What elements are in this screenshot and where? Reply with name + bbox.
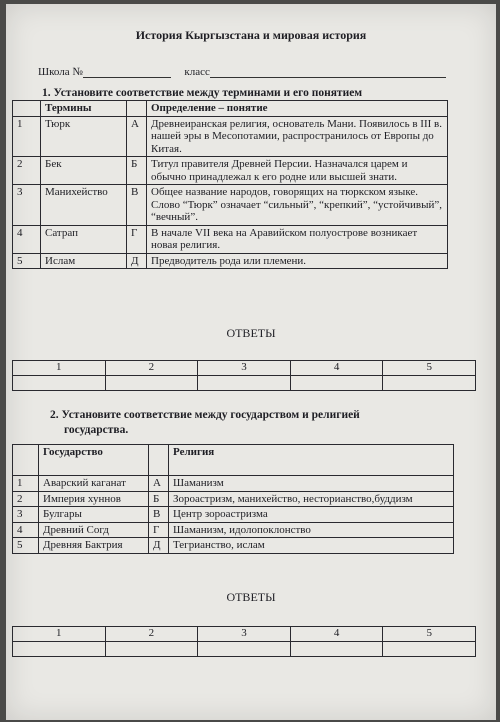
task1-heading: 1. Установите соответствие между терминами и его понятием — [42, 87, 363, 99]
answer-number-row — [13, 361, 476, 376]
religion-cell: Шаманизм — [169, 476, 454, 492]
definition-cell: В начале VII века на Аравийском полуострове возникает новая религия. — [147, 225, 448, 253]
task1-answers-label: ОТВЕТЫ — [226, 326, 276, 340]
letter-cell: Б — [149, 491, 169, 507]
answer-num: 4 — [290, 361, 383, 376]
task2-heading-line2: государства. — [64, 424, 129, 436]
class-blank — [210, 66, 446, 78]
term-cell: Сатрап — [41, 225, 127, 253]
answer-number-row — [13, 627, 476, 642]
definition-cell: Предводитель рода или племени. — [147, 253, 448, 269]
letter-cell: Б — [127, 157, 147, 185]
answer-num: 4 — [290, 627, 383, 642]
table-row — [13, 157, 448, 185]
task1-header-letter — [127, 101, 147, 117]
task2-heading — [50, 408, 360, 438]
row-num: 4 — [13, 522, 39, 538]
letter-cell: В — [127, 185, 147, 226]
definition-cell: Древнеиранская религия, основатель Мани. Появилось в III в. нашей эры в Месопотамии, распространилось от Европы до Китая. — [147, 116, 448, 157]
religion-cell: Шаманизм, идолопоклонство — [169, 522, 454, 538]
school-label: Школа № — [38, 66, 83, 78]
answer-blank[interactable] — [105, 642, 198, 657]
answer-blank[interactable] — [13, 376, 106, 391]
answer-num: 5 — [383, 361, 476, 376]
letter-cell: Г — [149, 522, 169, 538]
page-title: История Кыргызстана и мировая история — [135, 28, 367, 42]
answer-blank[interactable] — [290, 376, 383, 391]
task2-header-religion: Религия — [169, 445, 454, 476]
answer-num: 2 — [105, 627, 198, 642]
task1-answer-grid — [12, 360, 476, 391]
row-num: 2 — [13, 491, 39, 507]
religion-cell: Тегрианство, ислам — [169, 538, 454, 554]
term-cell: Ислам — [41, 253, 127, 269]
table-row — [13, 476, 454, 492]
answer-num: 3 — [198, 361, 291, 376]
row-num: 3 — [13, 507, 39, 523]
row-num: 1 — [13, 476, 39, 492]
task2-header-num — [13, 445, 39, 476]
row-num: 2 — [13, 157, 41, 185]
definition-cell: Общее название народов, говорящих на тюркском языке. Слово “Тюрк” означает “сильный”, “крепкий”, “устойчивый”, “вечный”. — [147, 185, 448, 226]
term-cell: Тюрк — [41, 116, 127, 157]
answer-blank[interactable] — [105, 376, 198, 391]
task1-header-num — [13, 101, 41, 117]
answer-blank[interactable] — [13, 642, 106, 657]
row-num: 4 — [13, 225, 41, 253]
task2-header-letter — [149, 445, 169, 476]
task2-table — [12, 444, 454, 554]
table-row — [13, 225, 448, 253]
table-row — [13, 253, 448, 269]
answer-blank-row — [13, 642, 476, 657]
term-cell: Манихейство — [41, 185, 127, 226]
answer-blank[interactable] — [383, 376, 476, 391]
letter-cell: А — [149, 476, 169, 492]
state-cell: Древняя Бактрия — [39, 538, 149, 554]
letter-cell: Д — [149, 538, 169, 554]
definition-cell: Титул правителя Древней Персии. Назначался царем и обычно принадлежал к его родне или высшей знати. — [147, 157, 448, 185]
answer-num: 3 — [198, 627, 291, 642]
task2-header-state: Государство — [39, 445, 149, 476]
task1-table — [12, 100, 448, 269]
task2-answers-label: ОТВЕТЫ — [226, 590, 276, 604]
letter-cell: А — [127, 116, 147, 157]
answer-blank-row — [13, 376, 476, 391]
row-num: 3 — [13, 185, 41, 226]
row-num: 5 — [13, 253, 41, 269]
answer-num: 1 — [13, 361, 106, 376]
term-cell: Бек — [41, 157, 127, 185]
letter-cell: Д — [127, 253, 147, 269]
state-cell: Древний Согд — [39, 522, 149, 538]
answer-blank[interactable] — [383, 642, 476, 657]
answer-blank[interactable] — [290, 642, 383, 657]
table-row — [13, 116, 448, 157]
class-label: класс — [184, 66, 210, 78]
table-row — [13, 522, 454, 538]
task1-header-terms: Термины — [41, 101, 127, 117]
religion-cell: Центр зороастризма — [169, 507, 454, 523]
state-cell: Аварский каганат — [39, 476, 149, 492]
table-row — [13, 185, 448, 226]
religion-cell: Зороастризм, манихейство, несторианство,буддизм — [169, 491, 454, 507]
task1-header-def: Определение – понятие — [147, 101, 448, 117]
answer-blank[interactable] — [198, 642, 291, 657]
state-cell: Империя хуннов — [39, 491, 149, 507]
state-cell: Булгары — [39, 507, 149, 523]
school-blank — [83, 66, 171, 78]
task1-header-row — [13, 101, 448, 117]
task2-header-row — [13, 445, 454, 476]
answer-blank[interactable] — [198, 376, 291, 391]
answer-num: 1 — [13, 627, 106, 642]
answer-num: 5 — [383, 627, 476, 642]
school-class-line — [38, 66, 458, 78]
table-row — [13, 538, 454, 554]
letter-cell: Г — [127, 225, 147, 253]
table-row — [13, 491, 454, 507]
answer-num: 2 — [105, 361, 198, 376]
letter-cell: В — [149, 507, 169, 523]
row-num: 1 — [13, 116, 41, 157]
worksheet-page — [6, 4, 496, 720]
table-row — [13, 507, 454, 523]
task2-answer-grid — [12, 626, 476, 657]
row-num: 5 — [13, 538, 39, 554]
task2-heading-line1: 2. Установите соответствие между государством и религией — [50, 409, 360, 421]
